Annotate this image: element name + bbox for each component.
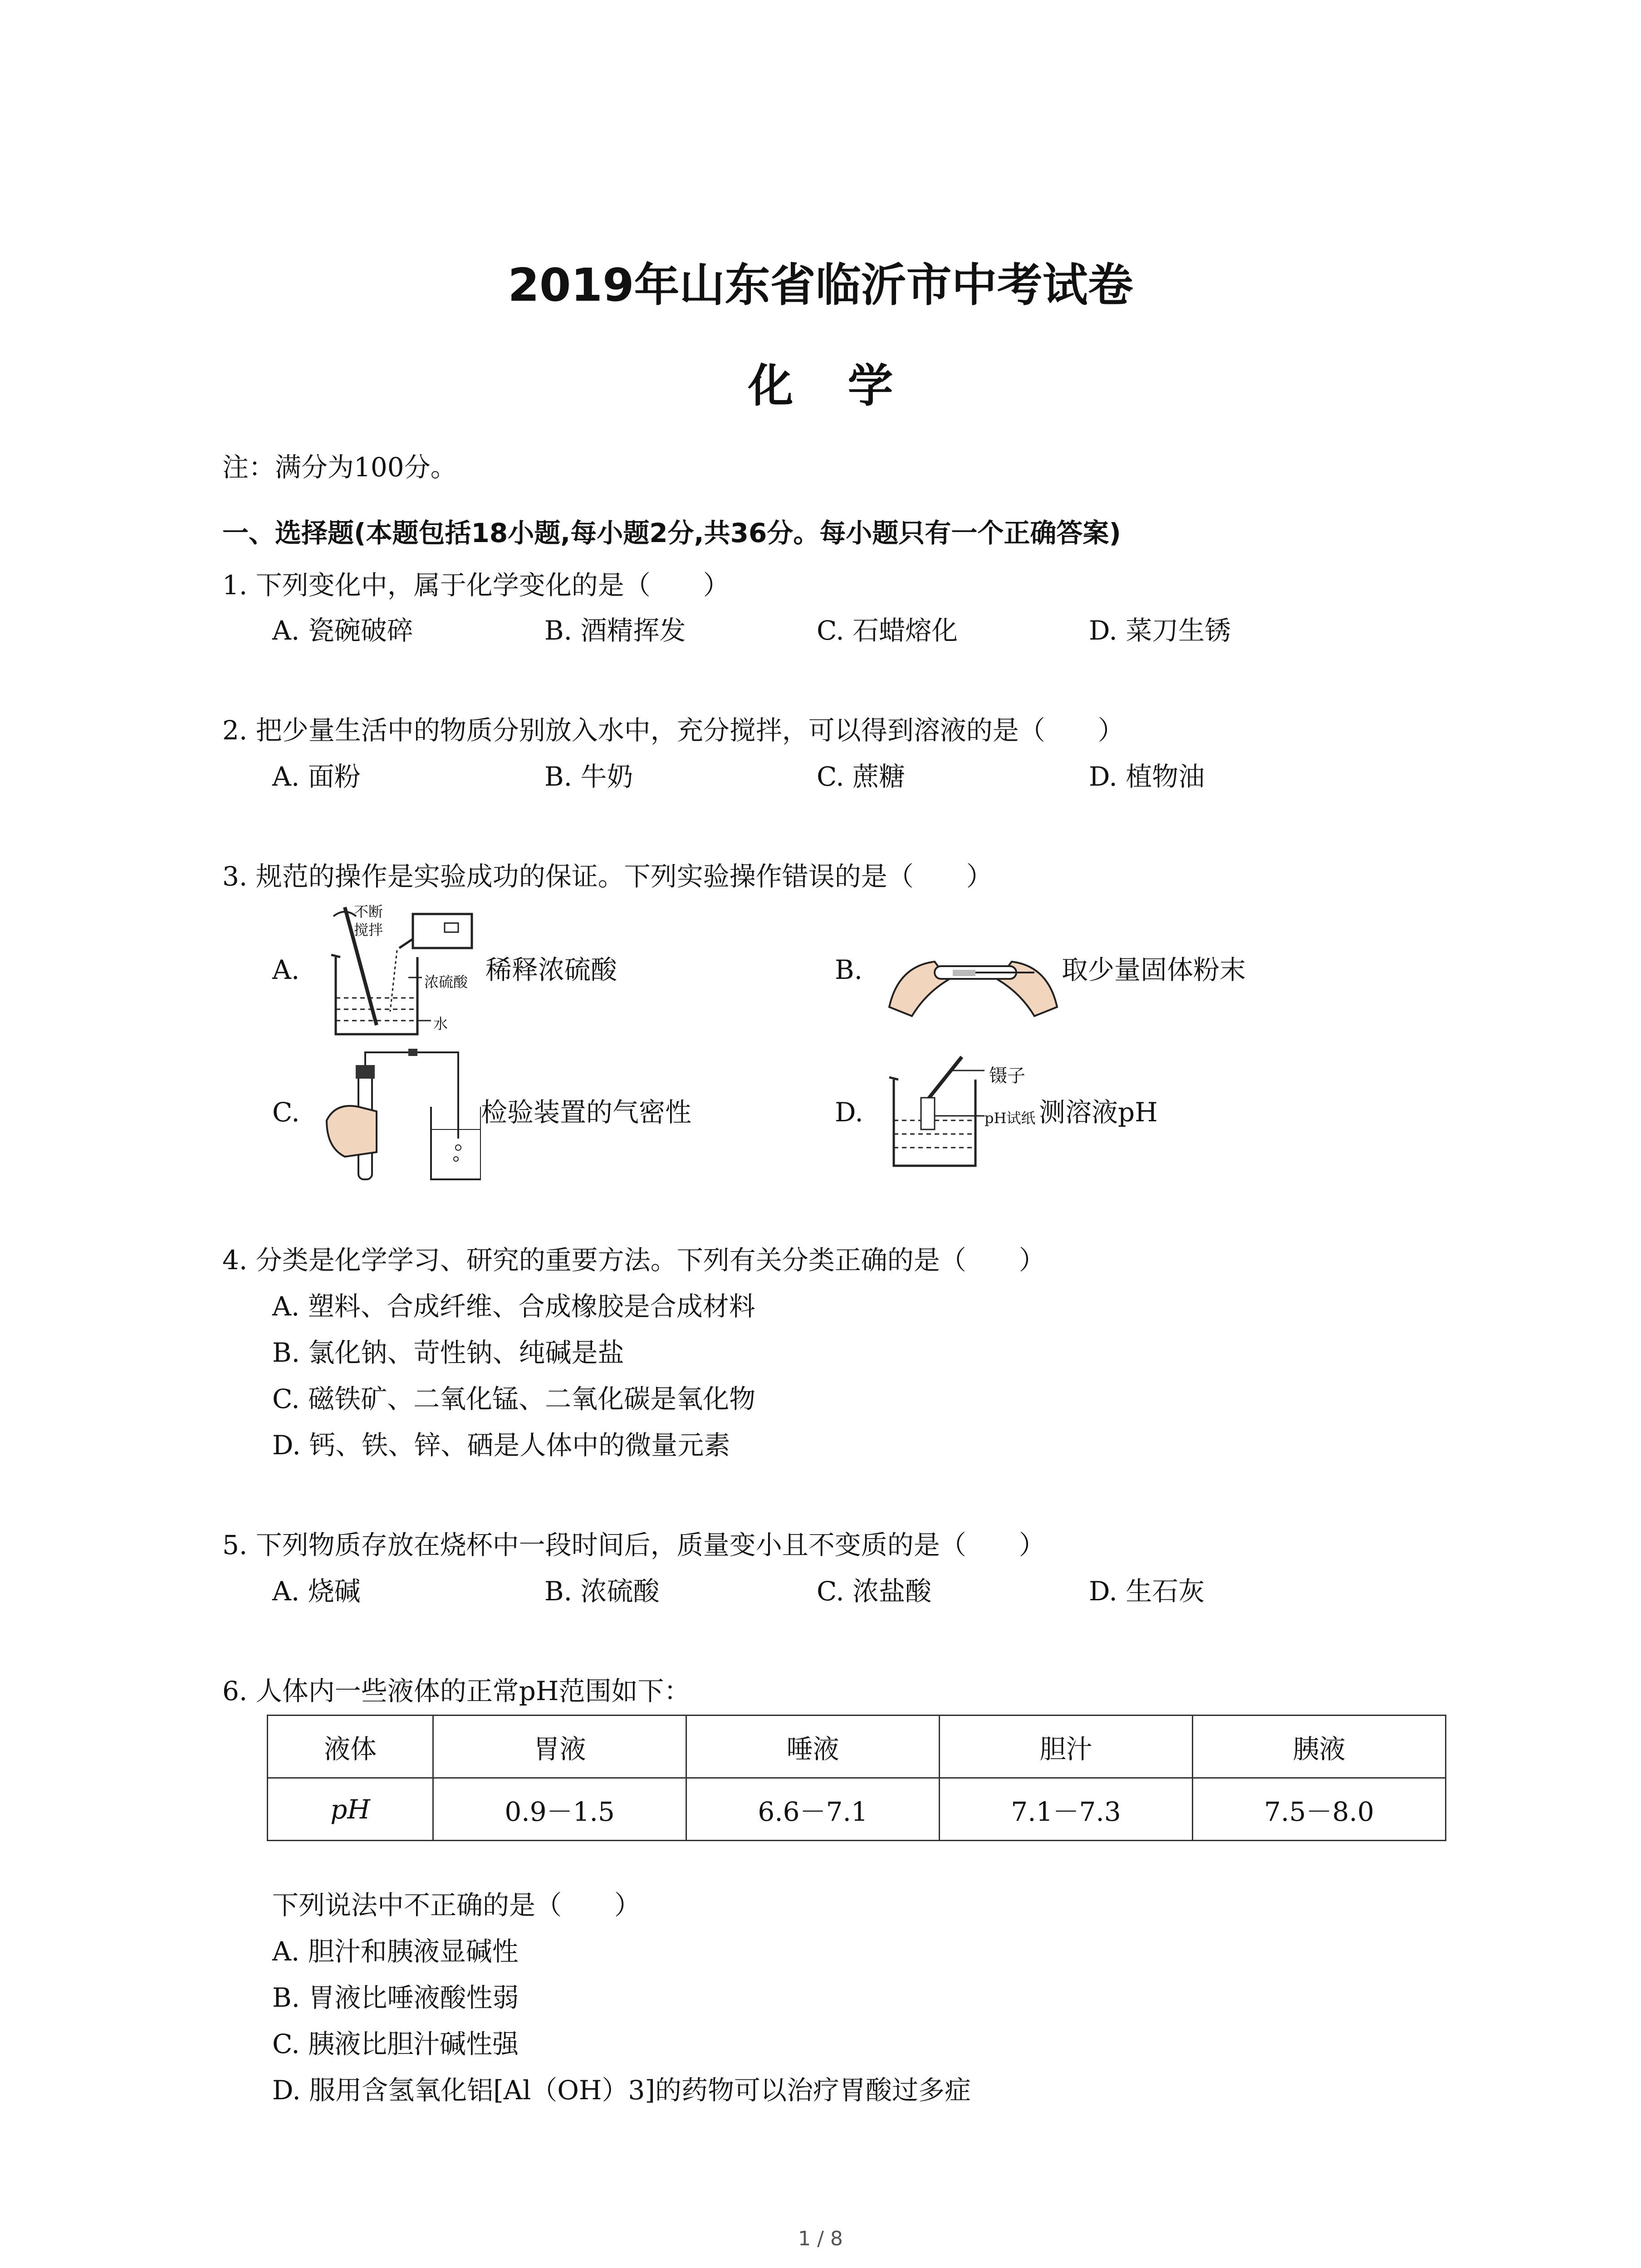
acid-label: 浓硫酸 [424,973,468,991]
table-header-cell: 唾液 [686,1716,940,1778]
ph-paper-label: pH试纸 [985,1110,1036,1127]
q6-sub-stem: 下列说法中不正确的是（ ） [272,1890,641,1921]
q3-option-c-text: 检验装置的气密性 [481,1097,692,1128]
table-cell: 6.6－7.1 [686,1778,940,1841]
q2-option-a: A. 面粉 [272,761,361,792]
table-cell: 0.9－1.5 [433,1778,686,1841]
page-number: 1 / 8 [798,2227,843,2250]
q6-stem: 6. 人体内一些液体的正常pH范围如下： [222,1676,691,1706]
q5-stem: 5. 下列物质存放在烧杯中一段时间后，质量变小且不变质的是（ ） [222,1530,1045,1560]
q1-option-d: D. 菜刀生锈 [1089,615,1231,646]
table-cell: 7.1－7.3 [940,1778,1193,1841]
q5-option-c: C. 浓盐酸 [817,1576,932,1607]
q3-option-a-text: 稀释浓硫酸 [485,954,617,985]
q4-option-b: B. 氯化钠、苛性钠、纯碱是盐 [272,1337,624,1368]
q4-option-c: C. 磁铁矿、二氧化锰、二氧化碳是氧化物 [272,1383,756,1414]
table-cell: 7.5－8.0 [1193,1778,1446,1841]
ph-range-table [267,1715,1446,1841]
table-row [268,1778,1446,1841]
q6-option-b: B. 胃液比唾液酸性弱 [272,1982,519,2013]
table-header-cell: 胆汁 [940,1716,1193,1778]
score-note: 注：满分为100分。 [222,452,457,483]
exam-title: 2019年山东省临沂市中考试卷 [508,259,1133,312]
table-header-cell: 液体 [268,1716,433,1778]
q1-option-a: A. 瓷碗破碎 [272,615,413,646]
q5-option-a: A. 烧碱 [272,1576,361,1607]
q4-stem: 4. 分类是化学学习、研究的重要方法。下列有关分类正确的是（ ） [222,1245,1045,1276]
q2-stem: 2. 把少量生活中的物质分别放入水中，充分搅拌，可以得到溶液的是（ ） [222,715,1124,746]
table-cell: pH [268,1778,433,1841]
q3-option-b-text: 取少量固体粉末 [1062,954,1246,985]
q5-option-b: B. 浓硫酸 [544,1576,660,1607]
q6-option-c: C. 胰液比胆汁碱性强 [272,2028,519,2059]
q2-option-c: C. 蔗糖 [817,761,906,792]
airtightness-check-figure [318,1043,481,1188]
stir-label-1: 不断 [354,903,383,920]
q3-option-c-letter: C. [272,1097,300,1128]
table-header-row [268,1716,1446,1778]
q1-stem: 1. 下列变化中，属于化学变化的是（ ） [222,570,730,601]
q3-option-d-letter: D. [835,1097,863,1128]
q4-option-d: D. 钙、铁、锌、硒是人体中的微量元素 [272,1430,730,1461]
stir-label-2: 搅拌 [354,921,383,938]
q5-option-d: D. 生石灰 [1089,1576,1205,1607]
q1-option-b: B. 酒精挥发 [544,615,686,646]
q2-option-b: B. 牛奶 [544,761,633,792]
q4-option-a: A. 塑料、合成纤维、合成橡胶是合成材料 [272,1291,755,1322]
q6-option-d: D. 服用含氢氧化铝[Al（OH）3]的药物可以治疗胃酸过多症 [272,2075,971,2106]
tweezers-label: 镊子 [989,1066,1025,1086]
water-label: 水 [433,1015,448,1032]
q1-option-c: C. 石蜡熔化 [817,615,958,646]
q2-option-d: D. 植物油 [1089,761,1205,792]
measure-ph-figure [885,1052,994,1170]
q3-option-b-letter: B. [835,954,863,985]
q3-option-a-letter: A. [272,954,300,985]
subject-title: 化学 [748,359,948,412]
q6-option-a: A. 胆汁和胰液显碱性 [272,1936,519,1967]
q3-option-d-text: 测溶液pH [1039,1097,1158,1128]
section-heading: 一、选择题(本题包括18小题,每小题2分,共36分。每小题只有一个正确答案) [222,518,1121,548]
table-header-cell: 胃液 [433,1716,686,1778]
table-header-cell: 胰液 [1193,1716,1446,1778]
q3-stem: 3. 规范的操作是实验成功的保证。下列实验操作错误的是（ ） [222,861,993,892]
take-powder-figure [885,930,1062,1021]
